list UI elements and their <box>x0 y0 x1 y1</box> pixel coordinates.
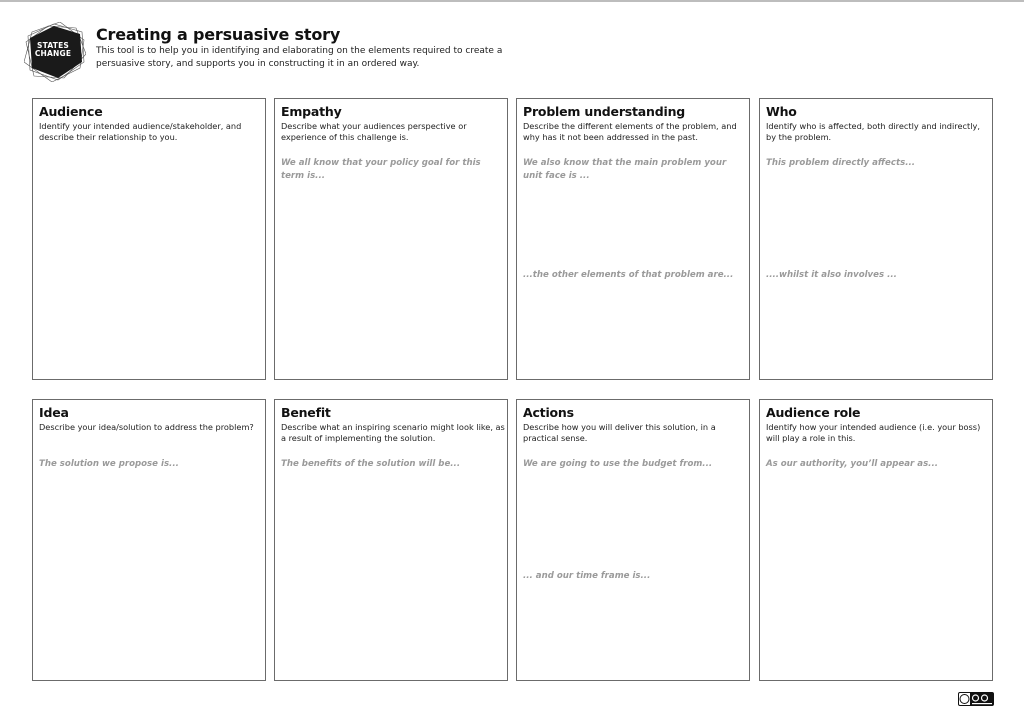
creative-commons-by-sa-icon <box>958 692 994 706</box>
card-empathy[interactable] <box>274 98 508 380</box>
card-title: Who <box>766 104 797 119</box>
card-title: Benefit <box>281 405 331 420</box>
card-title: Audience <box>39 104 103 119</box>
card-description: Identify your intended audience/stakeholder, and describe their relationship to you. <box>39 121 242 142</box>
card-prompt: We are going to use the budget from... <box>523 459 713 469</box>
card-title: Empathy <box>281 104 342 119</box>
card-description: Identify how your intended audience (i.e. your boss) will play a role in this. <box>766 422 981 443</box>
card-prompt-secondary: ... and our time frame is... <box>523 571 651 581</box>
card-description: Describe the different elements of the problem, and why has it not been addressed in the past. <box>523 121 737 142</box>
page-description: This tool is to help you in identifying and elaborating on the elements required to create a persuasive story, and supports you in constructing it in an ordered way. <box>96 46 503 69</box>
card-prompt-secondary: ....whilst it also involves ... <box>766 270 897 280</box>
card-actions[interactable] <box>516 399 750 681</box>
card-who[interactable] <box>759 98 993 380</box>
card-prompt: As our authority, you’ll appear as... <box>766 459 938 469</box>
card-prompt: This problem directly affects... <box>766 158 915 168</box>
card-title: Audience role <box>766 405 861 420</box>
card-description: Identify who is affected, both directly and indirectly, by the problem. <box>766 121 980 142</box>
card-title: Idea <box>39 405 69 420</box>
card-prompt: We also know that the main problem your unit face is ... <box>523 158 727 181</box>
card-title: Problem understanding <box>523 104 686 119</box>
states-of-change-logo <box>24 22 86 82</box>
card-prompt: The benefits of the solution will be... <box>281 459 461 469</box>
card-idea[interactable] <box>32 399 266 681</box>
card-audience-role[interactable] <box>759 399 993 681</box>
card-description: Describe what your audiences perspective or experience of this challenge is. <box>281 121 467 142</box>
card-problem-understanding[interactable] <box>516 98 750 380</box>
logo-line-2: CHANGE <box>34 49 72 58</box>
logo-text <box>24 42 82 58</box>
card-description: Describe your idea/solution to address the problem? <box>39 422 254 432</box>
card-prompt: We all know that your policy goal for this term is... <box>281 158 481 181</box>
card-audience[interactable] <box>32 98 266 380</box>
card-prompt-secondary: ...the other elements of that problem are... <box>523 270 734 280</box>
logo-line-1: STATES <box>37 41 69 50</box>
page-title: Creating a persuasive story <box>96 25 341 44</box>
top-edge-line <box>0 0 1024 2</box>
card-description: Describe how you will deliver this solution, in a practical sense. <box>523 422 716 443</box>
card-title: Actions <box>523 405 574 420</box>
card-description: Describe what an inspiring scenario might look like, as a result of implementing the solution. <box>281 422 505 443</box>
card-benefit[interactable] <box>274 399 508 681</box>
card-prompt: The solution we propose is... <box>39 459 179 469</box>
